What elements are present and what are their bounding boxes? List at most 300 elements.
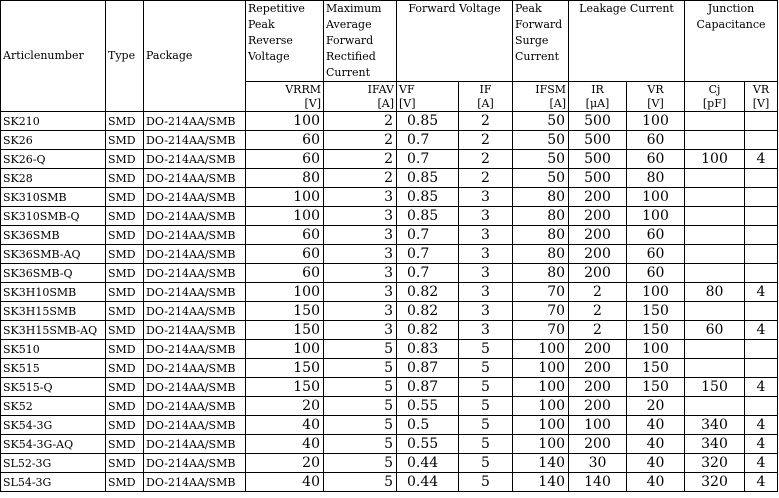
table-row (1, 150, 778, 169)
cell-article: SK36SMB-Q (1, 264, 106, 283)
cell-article: SL52-3G (1, 454, 106, 473)
cell-ifav: 3 (324, 283, 397, 302)
table-row (1, 435, 778, 454)
table-row (1, 302, 778, 321)
cell-if: 3 (459, 264, 513, 283)
symbol-cj (685, 82, 745, 112)
header-junction-line: Capacitance (696, 18, 766, 31)
cell-vr-cap (745, 112, 778, 131)
header-junction-line: Junction (707, 2, 755, 15)
cell-type: SMD (106, 188, 144, 207)
cell-vf: 0.85 (397, 207, 459, 226)
header-vrrm-line: Repetitive (248, 2, 305, 15)
cell-cj: 320 (685, 454, 745, 473)
cell-vr: 150 (627, 302, 685, 321)
cell-vr-cap: 4 (745, 416, 778, 435)
cell-package: DO-214AA/SMB (144, 169, 246, 188)
cell-vrrm: 100 (246, 188, 324, 207)
cell-package: DO-214AA/SMB (144, 226, 246, 245)
cell-article: SK310SMB-Q (1, 207, 106, 226)
cell-vf: 0.55 (397, 435, 459, 454)
cell-vr-cap: 4 (745, 473, 778, 492)
header-ifsm-line: Surge (515, 34, 549, 47)
header-ifsm-line: Forward (515, 18, 563, 31)
cell-ifav: 3 (324, 264, 397, 283)
cell-type: SMD (106, 112, 144, 131)
cell-if: 5 (459, 378, 513, 397)
symbol-vrrm (246, 82, 324, 112)
cell-if: 2 (459, 150, 513, 169)
symbol-vf (397, 82, 459, 112)
table-row (1, 454, 778, 473)
cell-vf: 0.5 (397, 416, 459, 435)
cell-type: SMD (106, 169, 144, 188)
cell-vr-cap: 4 (745, 454, 778, 473)
cell-vr-cap (745, 169, 778, 188)
cell-vrrm: 150 (246, 321, 324, 340)
cell-ifsm: 50 (513, 131, 569, 150)
cell-package: DO-214AA/SMB (144, 454, 246, 473)
cell-ifsm: 70 (513, 321, 569, 340)
cell-vrrm: 80 (246, 169, 324, 188)
cell-cj (685, 226, 745, 245)
cell-ir: 200 (569, 397, 627, 416)
cell-ir: 140 (569, 473, 627, 492)
cell-vrrm: 150 (246, 378, 324, 397)
cell-if: 3 (459, 226, 513, 245)
cell-cj: 150 (685, 378, 745, 397)
cell-type: SMD (106, 264, 144, 283)
symbol-if (459, 82, 513, 112)
cell-ifsm: 140 (513, 454, 569, 473)
cell-vrrm: 20 (246, 454, 324, 473)
cell-article: SK54-3G (1, 416, 106, 435)
cell-type: SMD (106, 416, 144, 435)
cell-package: DO-214AA/SMB (144, 416, 246, 435)
cell-package: DO-214AA/SMB (144, 188, 246, 207)
cell-cj (685, 340, 745, 359)
cell-vr: 100 (627, 283, 685, 302)
cell-vr: 40 (627, 435, 685, 454)
cell-ir: 500 (569, 150, 627, 169)
symbol-text: Cj (708, 83, 721, 96)
header-ifav-line: Maximum (326, 2, 382, 15)
cell-ir: 200 (569, 188, 627, 207)
cell-ir: 500 (569, 112, 627, 131)
cell-ifsm: 70 (513, 283, 569, 302)
cell-vr-cap (745, 245, 778, 264)
cell-vrrm: 60 (246, 245, 324, 264)
table-body (1, 112, 778, 492)
cell-cj (685, 131, 745, 150)
cell-cj (685, 112, 745, 131)
cell-vr-cap (745, 226, 778, 245)
cell-ifsm: 50 (513, 169, 569, 188)
cell-ifsm: 80 (513, 226, 569, 245)
unit-text: [V] (752, 97, 770, 110)
cell-cj (685, 397, 745, 416)
cell-vf: 0.85 (397, 169, 459, 188)
table-row (1, 169, 778, 188)
cell-vrrm: 60 (246, 131, 324, 150)
table-row (1, 473, 778, 492)
cell-if: 5 (459, 340, 513, 359)
table-row (1, 226, 778, 245)
unit-text: [μA] (585, 97, 610, 110)
cell-article: SK210 (1, 112, 106, 131)
symbol-text: VF (399, 83, 415, 96)
cell-article: SK26 (1, 131, 106, 150)
cell-ifsm: 100 (513, 435, 569, 454)
cell-ifsm: 50 (513, 112, 569, 131)
cell-package: DO-214AA/SMB (144, 245, 246, 264)
symbol-text: IR (591, 83, 604, 96)
cell-package: DO-214AA/SMB (144, 359, 246, 378)
cell-vr: 60 (627, 264, 685, 283)
cell-article: SK515 (1, 359, 106, 378)
cell-vr-cap (745, 131, 778, 150)
table-row (1, 321, 778, 340)
cell-vr-cap: 4 (745, 435, 778, 454)
unit-text: [A] (377, 97, 394, 110)
cell-ifsm: 50 (513, 150, 569, 169)
cell-vf: 0.87 (397, 359, 459, 378)
cell-package: DO-214AA/SMB (144, 340, 246, 359)
cell-vr-cap (745, 188, 778, 207)
table-row (1, 207, 778, 226)
cell-cj (685, 302, 745, 321)
header-leakage-current: Leakage Current (569, 1, 685, 82)
cell-article: SK36SMB-AQ (1, 245, 106, 264)
cell-if: 5 (459, 473, 513, 492)
symbol-ifsm (513, 82, 569, 112)
cell-article: SL54-3G (1, 473, 106, 492)
cell-cj (685, 169, 745, 188)
cell-vf: 0.7 (397, 226, 459, 245)
cell-if: 3 (459, 302, 513, 321)
cell-ir: 500 (569, 131, 627, 150)
header-ifav (324, 1, 397, 82)
cell-vr: 80 (627, 169, 685, 188)
cell-vf: 0.7 (397, 245, 459, 264)
cell-vr: 40 (627, 416, 685, 435)
cell-ifsm: 140 (513, 473, 569, 492)
cell-if: 3 (459, 321, 513, 340)
cell-ifav: 2 (324, 112, 397, 131)
symbol-text: IF (479, 83, 492, 96)
cell-package: DO-214AA/SMB (144, 112, 246, 131)
cell-ir: 200 (569, 245, 627, 264)
cell-vrrm: 100 (246, 340, 324, 359)
cell-vr-cap (745, 359, 778, 378)
cell-vrrm: 40 (246, 473, 324, 492)
cell-vr: 150 (627, 321, 685, 340)
cell-if: 5 (459, 416, 513, 435)
symbol-ifav (324, 82, 397, 112)
header-articlenumber: Articlenumber (1, 1, 106, 112)
cell-if: 2 (459, 169, 513, 188)
cell-vr: 40 (627, 473, 685, 492)
cell-type: SMD (106, 397, 144, 416)
cell-if: 3 (459, 283, 513, 302)
table-row (1, 131, 778, 150)
cell-vr-cap (745, 397, 778, 416)
table-row (1, 416, 778, 435)
cell-cj: 340 (685, 416, 745, 435)
cell-type: SMD (106, 283, 144, 302)
cell-package: DO-214AA/SMB (144, 473, 246, 492)
cell-vrrm: 60 (246, 150, 324, 169)
cell-ifsm: 100 (513, 378, 569, 397)
cell-if: 5 (459, 397, 513, 416)
cell-vrrm: 60 (246, 226, 324, 245)
cell-vf: 0.55 (397, 397, 459, 416)
cell-ir: 200 (569, 378, 627, 397)
cell-if: 3 (459, 188, 513, 207)
symbol-text: VR (752, 83, 770, 96)
cell-cj (685, 188, 745, 207)
cell-vr: 60 (627, 150, 685, 169)
cell-vr: 150 (627, 378, 685, 397)
cell-ifav: 3 (324, 302, 397, 321)
cell-vrrm: 100 (246, 207, 324, 226)
cell-vr: 100 (627, 188, 685, 207)
header-vrrm-line: Peak (248, 18, 275, 31)
cell-ifav: 5 (324, 416, 397, 435)
cell-vr-cap (745, 340, 778, 359)
unit-text: [V] (304, 97, 321, 110)
cell-ifav: 3 (324, 226, 397, 245)
cell-if: 2 (459, 131, 513, 150)
cell-vf: 0.44 (397, 454, 459, 473)
header-row (1, 1, 778, 82)
cell-ifsm: 100 (513, 359, 569, 378)
symbol-text: IFAV (367, 83, 394, 96)
unit-text: [A] (477, 97, 494, 110)
cell-ifav: 3 (324, 321, 397, 340)
cell-vrrm: 150 (246, 359, 324, 378)
cell-vr-cap: 4 (745, 283, 778, 302)
header-ifav-line: Rectified (326, 50, 376, 63)
table-row (1, 264, 778, 283)
header-ifsm (513, 1, 569, 82)
cell-cj: 100 (685, 150, 745, 169)
cell-article: SK3H10SMB (1, 283, 106, 302)
cell-vf: 0.7 (397, 150, 459, 169)
cell-cj (685, 245, 745, 264)
cell-type: SMD (106, 454, 144, 473)
cell-ifsm: 80 (513, 188, 569, 207)
header-type: Type (106, 1, 144, 112)
cell-ifav: 5 (324, 454, 397, 473)
cell-ir: 200 (569, 359, 627, 378)
cell-package: DO-214AA/SMB (144, 207, 246, 226)
cell-vrrm: 100 (246, 112, 324, 131)
cell-type: SMD (106, 359, 144, 378)
cell-vf: 0.83 (397, 340, 459, 359)
cell-if: 5 (459, 435, 513, 454)
cell-cj (685, 207, 745, 226)
cell-vf: 0.82 (397, 283, 459, 302)
cell-cj (685, 264, 745, 283)
cell-ifav: 3 (324, 207, 397, 226)
symbol-text: VRRM (285, 83, 321, 96)
cell-ifsm: 80 (513, 245, 569, 264)
cell-vr-cap: 4 (745, 321, 778, 340)
cell-ir: 200 (569, 207, 627, 226)
cell-package: DO-214AA/SMB (144, 378, 246, 397)
cell-vr-cap (745, 302, 778, 321)
cell-vf: 0.82 (397, 302, 459, 321)
cell-ir: 30 (569, 454, 627, 473)
cell-ir: 200 (569, 340, 627, 359)
cell-ifav: 5 (324, 435, 397, 454)
cell-vr-cap (745, 207, 778, 226)
cell-type: SMD (106, 150, 144, 169)
cell-type: SMD (106, 321, 144, 340)
cell-vr: 40 (627, 454, 685, 473)
symbol-text: VR (647, 83, 664, 96)
table-row (1, 340, 778, 359)
cell-ifsm: 80 (513, 264, 569, 283)
cell-ir: 200 (569, 226, 627, 245)
cell-ifav: 5 (324, 359, 397, 378)
cell-ir: 2 (569, 302, 627, 321)
table-row (1, 378, 778, 397)
cell-vf: 0.44 (397, 473, 459, 492)
cell-ifav: 3 (324, 188, 397, 207)
cell-vrrm: 40 (246, 435, 324, 454)
cell-vf: 0.85 (397, 112, 459, 131)
cell-ir: 100 (569, 416, 627, 435)
cell-vf: 0.87 (397, 378, 459, 397)
cell-type: SMD (106, 378, 144, 397)
table-row (1, 112, 778, 131)
cell-cj: 340 (685, 435, 745, 454)
cell-article: SK54-3G-AQ (1, 435, 106, 454)
header-junction-capacitance (685, 1, 778, 82)
cell-ifsm: 100 (513, 340, 569, 359)
header-package: Package (144, 1, 246, 112)
cell-ifav: 2 (324, 169, 397, 188)
cell-article: SK310SMB (1, 188, 106, 207)
cell-vrrm: 100 (246, 283, 324, 302)
cell-ifav: 5 (324, 473, 397, 492)
header-vrrm-line: Reverse (248, 34, 293, 47)
cell-type: SMD (106, 245, 144, 264)
cell-ir: 2 (569, 283, 627, 302)
unit-text: [pF] (702, 97, 727, 110)
cell-package: DO-214AA/SMB (144, 435, 246, 454)
cell-article: SK510 (1, 340, 106, 359)
cell-vr: 60 (627, 131, 685, 150)
table-row (1, 283, 778, 302)
cell-package: DO-214AA/SMB (144, 131, 246, 150)
cell-type: SMD (106, 131, 144, 150)
cell-article: SK3H15SMB-AQ (1, 321, 106, 340)
cell-ir: 200 (569, 435, 627, 454)
header-vrrm-line: Voltage (248, 50, 290, 63)
cell-vrrm: 20 (246, 397, 324, 416)
cell-type: SMD (106, 302, 144, 321)
cell-vr: 100 (627, 112, 685, 131)
header-forward-voltage: Forward Voltage (397, 1, 513, 82)
header-ifav-line: Forward (326, 34, 374, 47)
cell-type: SMD (106, 340, 144, 359)
cell-ir: 2 (569, 321, 627, 340)
cell-ifav: 5 (324, 378, 397, 397)
cell-type: SMD (106, 226, 144, 245)
cell-if: 3 (459, 245, 513, 264)
cell-ifav: 2 (324, 150, 397, 169)
cell-ifav: 5 (324, 397, 397, 416)
cell-package: DO-214AA/SMB (144, 302, 246, 321)
cell-article: SK26-Q (1, 150, 106, 169)
cell-cj (685, 359, 745, 378)
header-ifav-line: Average (326, 18, 372, 31)
cell-ifsm: 80 (513, 207, 569, 226)
symbol-vr-capacitance (745, 82, 778, 112)
cell-ir: 500 (569, 169, 627, 188)
cell-vr: 100 (627, 207, 685, 226)
cell-vr: 60 (627, 226, 685, 245)
cell-vrrm: 60 (246, 264, 324, 283)
symbol-vr-leakage (627, 82, 685, 112)
cell-ifsm: 70 (513, 302, 569, 321)
cell-vr-cap (745, 264, 778, 283)
header-vrrm (246, 1, 324, 82)
cell-cj: 80 (685, 283, 745, 302)
cell-vr-cap: 4 (745, 378, 778, 397)
header-ifsm-line: Current (515, 50, 560, 63)
table-row (1, 359, 778, 378)
cell-type: SMD (106, 473, 144, 492)
cell-vr: 20 (627, 397, 685, 416)
unit-text: [V] (399, 97, 416, 110)
cell-vr-cap: 4 (745, 150, 778, 169)
cell-vr: 150 (627, 359, 685, 378)
symbol-text: IFSM (535, 83, 567, 96)
cell-if: 3 (459, 207, 513, 226)
cell-article: SK3H15SMB (1, 302, 106, 321)
cell-cj: 320 (685, 473, 745, 492)
cell-vr: 60 (627, 245, 685, 264)
cell-vf: 0.85 (397, 188, 459, 207)
cell-package: DO-214AA/SMB (144, 321, 246, 340)
header-ifav-line: Current (326, 66, 371, 79)
cell-package: DO-214AA/SMB (144, 397, 246, 416)
cell-article: SK515-Q (1, 378, 106, 397)
cell-ifav: 2 (324, 131, 397, 150)
cell-type: SMD (106, 435, 144, 454)
cell-package: DO-214AA/SMB (144, 283, 246, 302)
cell-vf: 0.82 (397, 321, 459, 340)
cell-ir: 200 (569, 264, 627, 283)
table-row (1, 245, 778, 264)
cell-vr: 100 (627, 340, 685, 359)
unit-text: [A] (549, 97, 567, 110)
cell-if: 2 (459, 112, 513, 131)
cell-cj: 60 (685, 321, 745, 340)
table-row (1, 188, 778, 207)
table-row (1, 397, 778, 416)
cell-vrrm: 150 (246, 302, 324, 321)
cell-package: DO-214AA/SMB (144, 264, 246, 283)
symbol-ir (569, 82, 627, 112)
cell-vrrm: 40 (246, 416, 324, 435)
cell-ifsm: 100 (513, 397, 569, 416)
cell-if: 5 (459, 359, 513, 378)
